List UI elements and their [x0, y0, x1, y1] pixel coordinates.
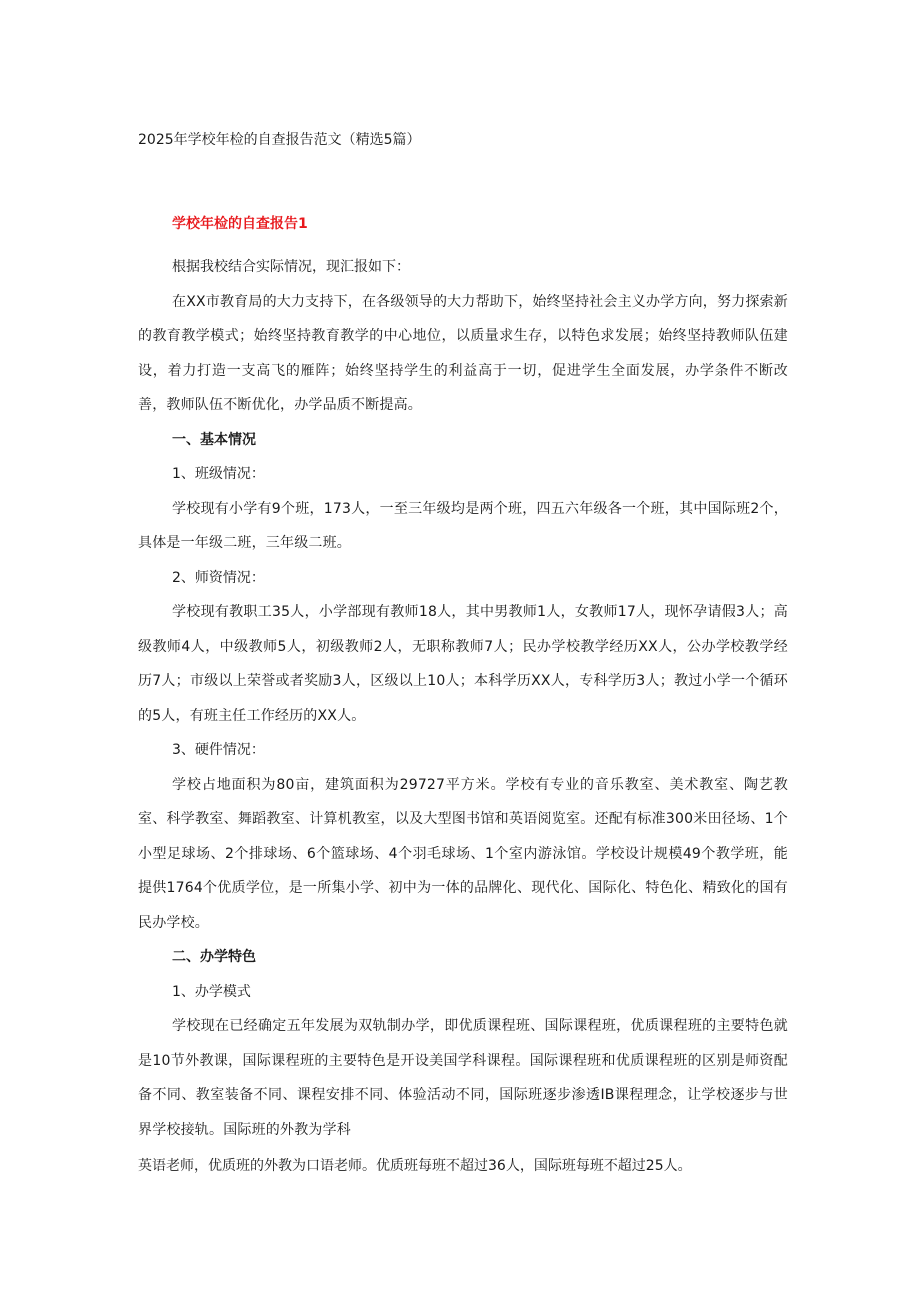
heading-school-features: 二、办学特色 [172, 949, 256, 965]
overview-paragraph: 在XX市教育局的大力支持下，在各级领导的大力帮助下，始终坚持社会主义办学方向，努力探索新的教育教学模式；始终坚持教育教学的中心地位，以质量求生存，以特色求发展；始终坚持教师队伍建设，着力打造一支高飞的雁阵；始终坚持学生的利益高于一切，促进学生全面发展，办学条件不断改善，教师队伍不断优化，办学品质不断提高。 [138, 293, 788, 413]
teachers-paragraph: 学校现有教职工35人，小学部现有教师18人，其中男教师1人，女教师17人，现怀孕请假3人；高级教师4人，中级教师5人，初级教师2人，无职称教师7人；民办学校教学经历XX人，公办学校教学经历7人；市级以上荣誉或者奖励3人，区级以上10人；本科学历XX人，专科学历3人；教过小学一个循环的5人，有班主任工作经历的XX人。 [138, 604, 788, 724]
classes-paragraph: 学校现有小学有9个班，173人，一至三年级均是两个班，四五六年级各一个班，其中国际班2个，具体是一年级二班，三年级二班。 [138, 500, 788, 551]
hardware-paragraph: 学校占地面积为80亩，建筑面积为29727平方米。学校有专业的音乐教室、美术教室、陶艺教室、科学教室、舞蹈教室、计算机教室，以及大型图书馆和英语阅览室。还配有标准300米田径场、1个小型足球场、2个排球场、6个篮球场、4个羽毛球场、1个室内游泳馆。学校设计规模49个教学班，能提供1764个优质学位，是一所集小学、初中为一体的品牌化、现代化、国际化、特色化、精致化的国有民办学校。 [138, 776, 788, 931]
section-heading: 学校年检的自查报告1 [172, 216, 308, 232]
subheading-classes: 1、班级情况： [172, 466, 265, 482]
school-mode-paragraph: 学校现在已经确定五年发展为双轨制办学，即优质课程班、国际课程班，优质课程班的主要特色就是10节外教课，国际课程班的主要特色是开设美国学科课程。国际课程班和优质课程班的区别是师资配备不同、教室装备不同、课程安排不同、体验活动不同，国际班逐步渗透IB课程理念，让学校逐步与世界学校接轨。国际班的外教为学科 [138, 1018, 788, 1138]
subheading-school-mode: 1、办学模式 [172, 983, 251, 1000]
document-title: 2025年学校年检的自查报告范文（精选5篇） [138, 132, 421, 148]
heading-basic-info: 一、基本情况 [172, 431, 256, 448]
intro-paragraph: 根据我校结合实际情况，现汇报如下： [172, 259, 410, 275]
continuation-paragraph: 英语老师，优质班的外教为口语老师。优质班每班不超过36人，国际班每班不超过25人。 [138, 1158, 692, 1174]
document-body [138, 214, 788, 1184]
subheading-hardware: 3、硬件情况： [172, 742, 265, 758]
subheading-teachers: 2、师资情况： [172, 569, 265, 586]
